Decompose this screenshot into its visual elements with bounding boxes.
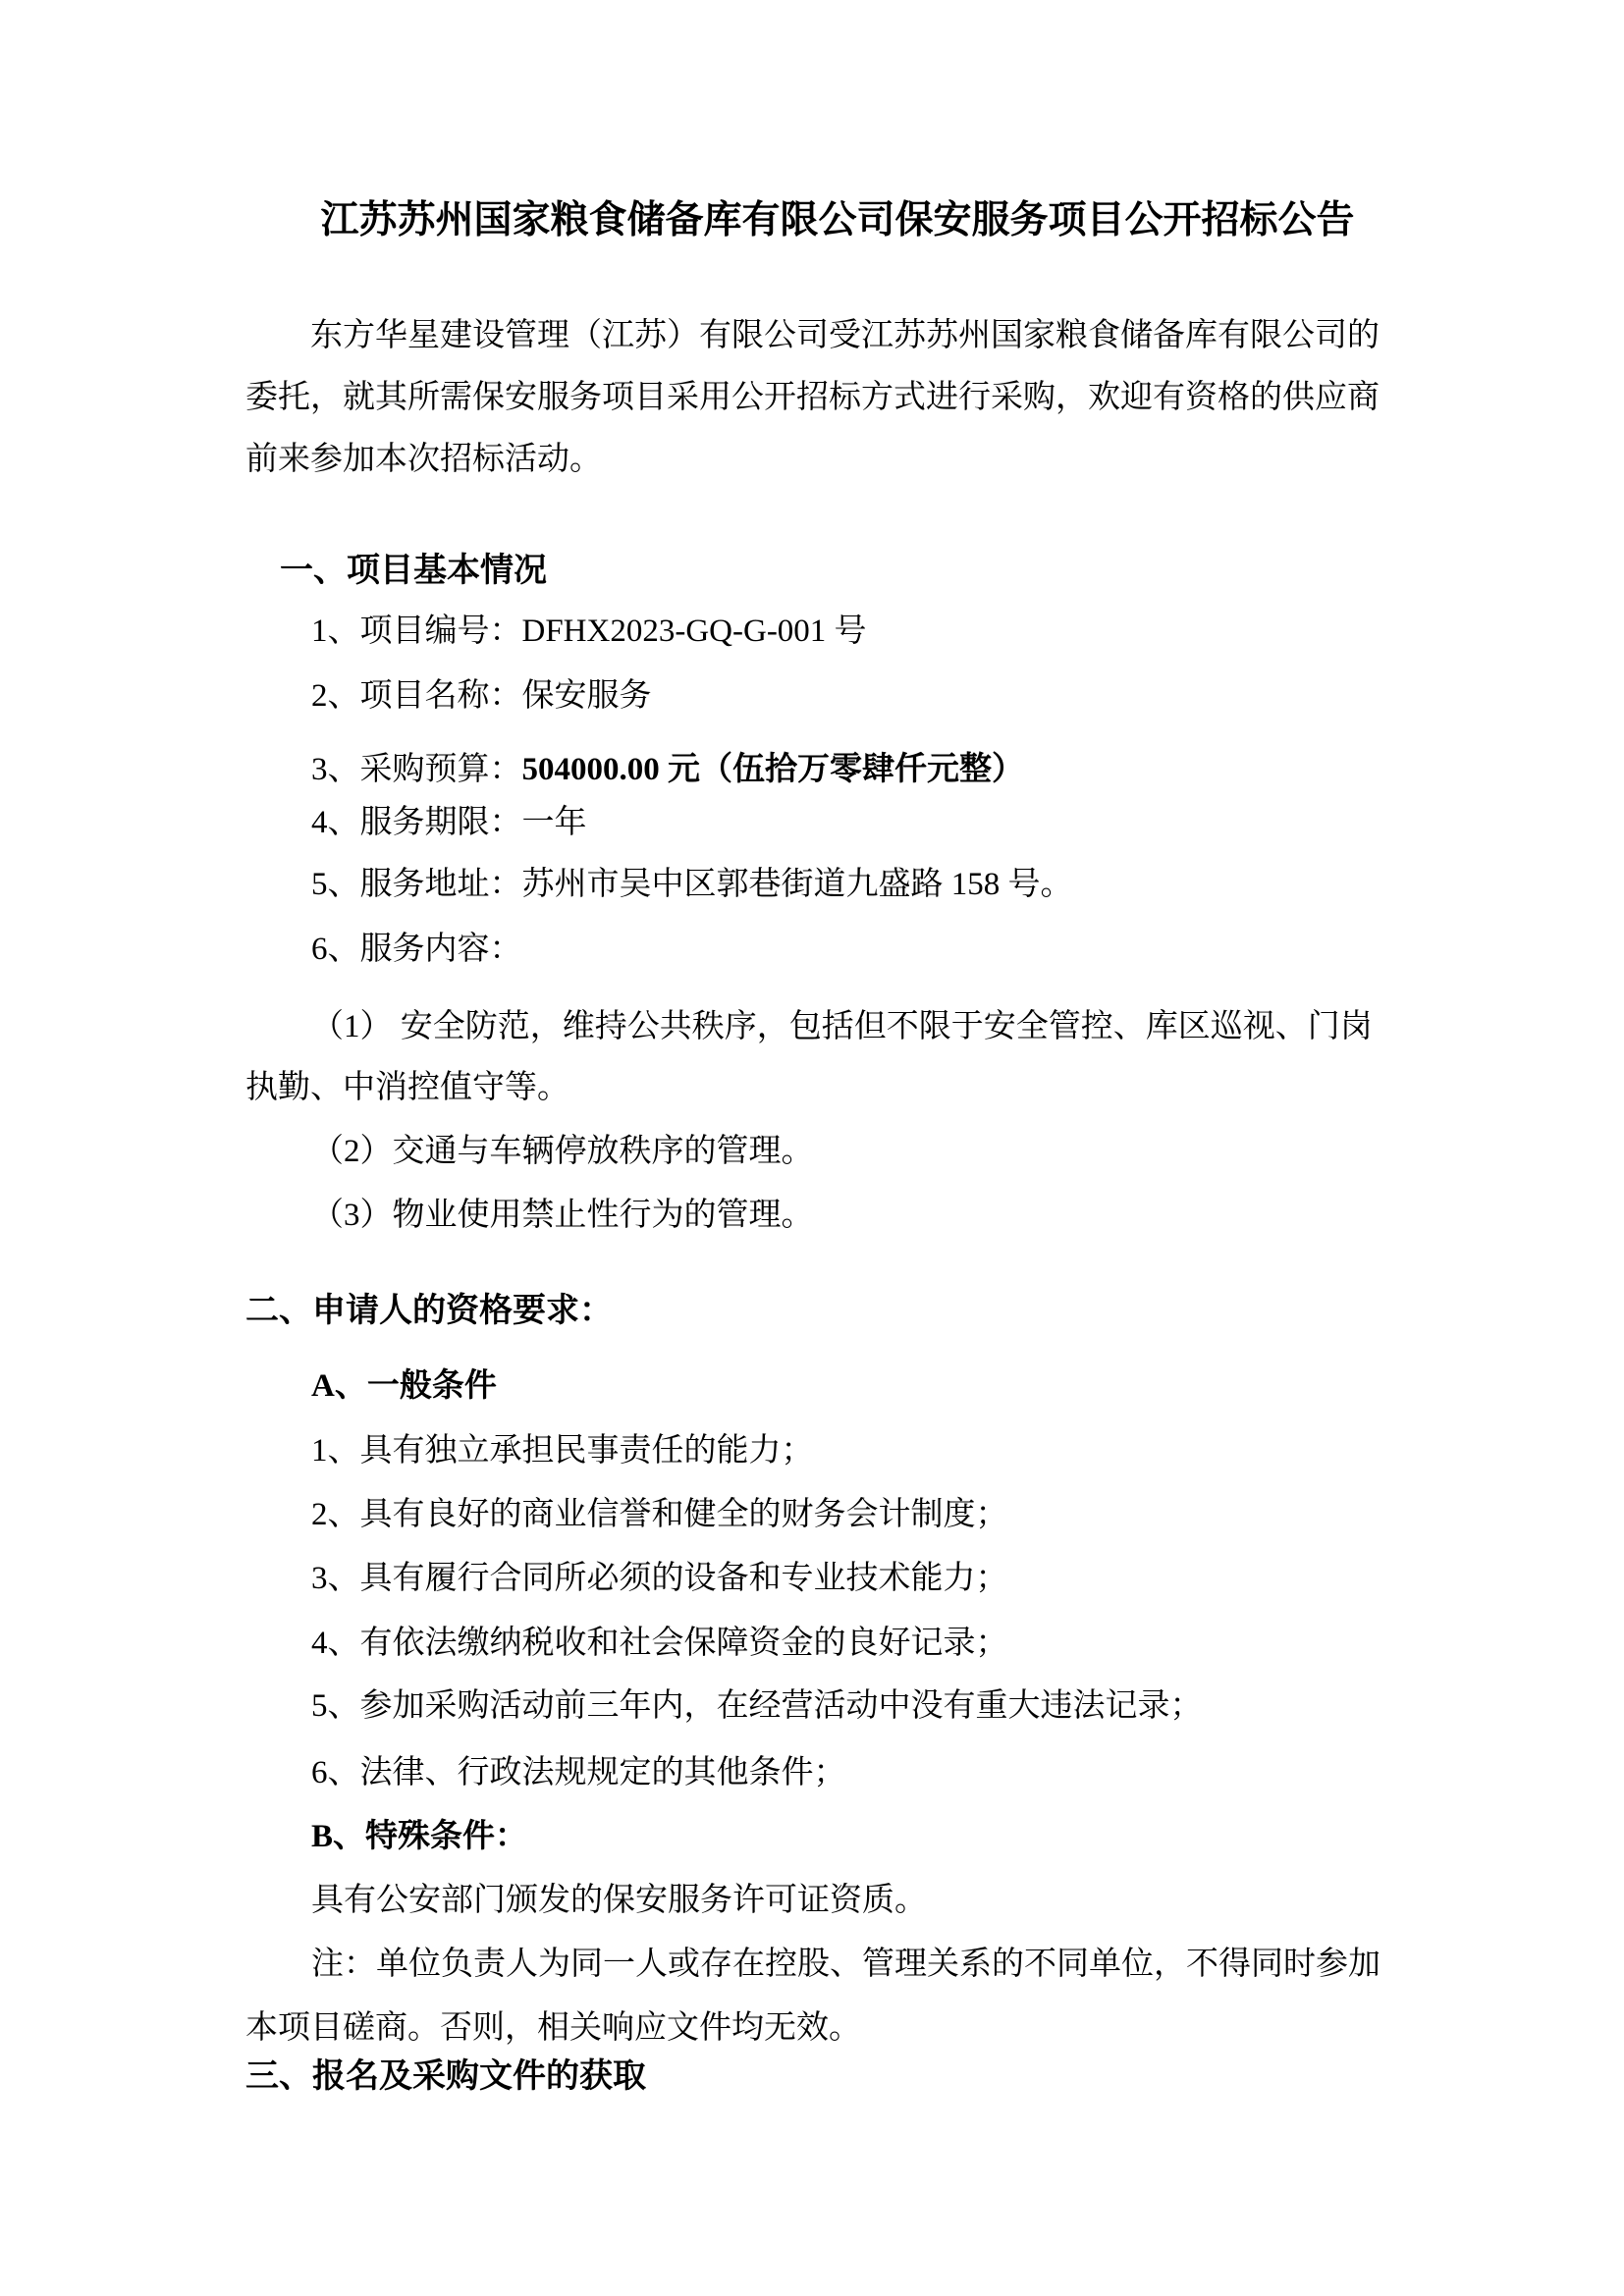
- item-service-term: 4、服务期限：一年: [311, 805, 587, 840]
- general-condition-3: 3、具有履行合同所必须的设备和专业技术能力；: [311, 1561, 1008, 1596]
- budget-label: 3、采购预算：: [311, 752, 522, 787]
- service-content-1-line-1: （1） 安全防范，维持公共秩序，包括但不限于安全管控、库区巡视、门岗: [311, 1009, 1373, 1044]
- service-content-2: （2）交通与车辆停放秩序的管理。: [311, 1134, 814, 1169]
- item-budget: [311, 752, 1024, 789]
- intro-line-3: 前来参加本次招标活动。: [245, 442, 602, 477]
- general-condition-5: 5、参加采购活动前三年内，在经营活动中没有重大违法记录；: [311, 1688, 1203, 1724]
- general-condition-4: 4、有依法缴纳税收和社会保障资金的良好记录；: [311, 1626, 1008, 1661]
- service-content-3: （3）物业使用禁止性行为的管理。: [311, 1198, 814, 1233]
- budget-value: 504000.00 元（伍拾万零肆仟元整）: [521, 752, 1024, 787]
- general-condition-6: 6、法律、行政法规规定的其他条件；: [311, 1755, 846, 1790]
- intro-line-2: 委托，就其所需保安服务项目采用公开招标方式进行采购，欢迎有资格的供应商: [245, 380, 1380, 415]
- section1-heading: 一、项目基本情况: [280, 553, 547, 589]
- general-condition-1: 1、具有独立承担民事责任的能力；: [311, 1433, 814, 1468]
- intro-line-1: 东方华星建设管理（江苏）有限公司受江苏苏州国家粮食储备库有限公司的: [310, 318, 1380, 353]
- special-conditions-text: 具有公安部门颁发的保安服务许可证资质。: [311, 1883, 927, 1918]
- note-line-2: 本项目磋商。否则，相关响应文件均无效。: [245, 2010, 861, 2046]
- item-project-number: 1、项目编号：DFHX2023-GQ-G-001 号: [311, 614, 867, 649]
- document-title: 江苏苏州国家粮食储备库有限公司保安服务项目公开招标公告: [320, 199, 1355, 241]
- note-line-1: 注：单位负责人为同一人或存在控股、管理关系的不同单位，不得同时参加: [311, 1947, 1380, 1982]
- item-project-name: 2、项目名称：保安服务: [311, 678, 652, 714]
- general-conditions-heading: A、一般条件: [311, 1368, 497, 1404]
- special-conditions-heading: B、特殊条件：: [311, 1819, 528, 1854]
- section3-heading: 三、报名及采购文件的获取: [245, 2058, 646, 2095]
- item-service-address: 5、服务地址：苏州市吴中区郭巷街道九盛路 158 号。: [311, 867, 1073, 902]
- item-service-content: 6、服务内容：: [311, 932, 522, 967]
- section2-heading: 二、申请人的资格要求：: [245, 1293, 613, 1329]
- service-content-1-line-2: 执勤、中消控值守等。: [245, 1070, 569, 1105]
- general-condition-2: 2、具有良好的商业信誉和健全的财务会计制度；: [311, 1497, 1008, 1532]
